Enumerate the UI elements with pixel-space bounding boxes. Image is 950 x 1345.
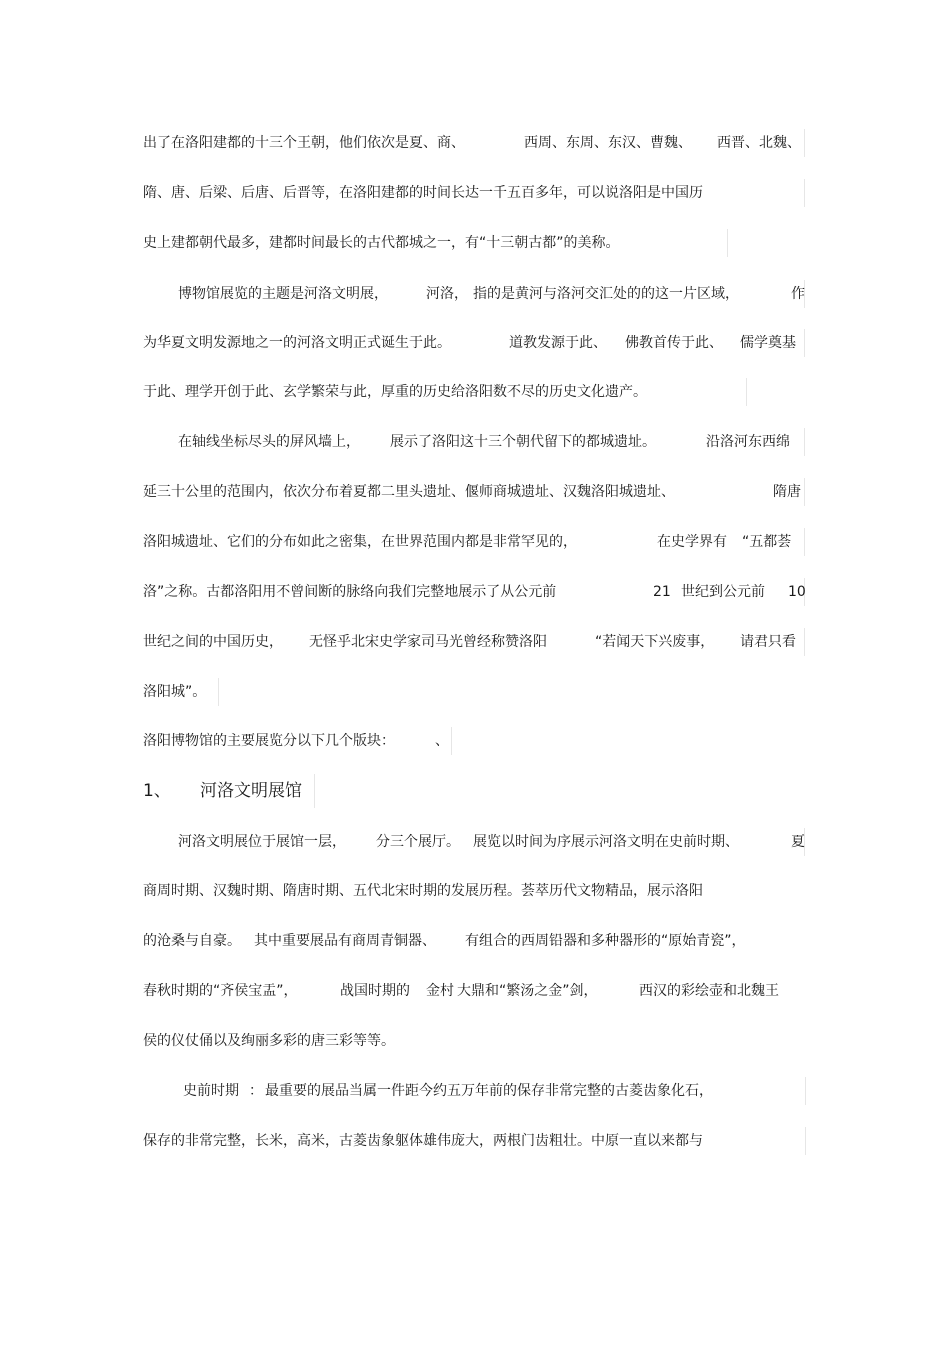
text-line: [143, 179, 805, 207]
text-segment: 指的是黄河与洛河交汇处的的这一片区域，: [473, 286, 739, 302]
text-segment: 展览以时间为序展示河洛文明在史前时期、: [473, 834, 739, 850]
text-segment: 史前时期: [183, 1083, 239, 1099]
text-line: [143, 678, 219, 706]
text-segment: 儒学奠基: [740, 335, 796, 351]
text-line: [143, 528, 805, 556]
text-segment: 世纪到公元前: [681, 584, 765, 600]
text-segment: “五都荟: [742, 534, 792, 550]
text-line: [143, 877, 805, 905]
text-segment: 金村: [426, 983, 454, 999]
text-segment: 的沧桑与自豪。: [143, 933, 241, 949]
text-line: [143, 478, 805, 506]
text-line: [143, 378, 747, 406]
text-line: [178, 828, 805, 856]
text-segment: 河洛，: [426, 286, 468, 302]
text-segment: 洛阳博物馆的主要展览分以下几个版块：: [143, 733, 395, 749]
text-segment: 洛”之称。古都洛阳用不曾间断的脉络向我们完整地展示了从公元前: [143, 584, 557, 600]
text-segment: 沿洛河东西绵: [706, 434, 790, 450]
text-segment: 世纪之间的中国历史，: [143, 634, 283, 650]
text-segment: 西汉的彩绘壶和北魏王: [639, 983, 779, 999]
text-line: [178, 428, 805, 456]
text-segment: 作: [791, 286, 805, 302]
text-segment: 分三个展厅。: [376, 834, 460, 850]
text-segment: 、: [435, 733, 449, 749]
text-segment: 大鼎和“繁汤之金”剑，: [457, 983, 598, 999]
text-segment: 战国时期的: [340, 983, 410, 999]
text-segment: 在史学界有: [657, 534, 727, 550]
text-segment: 道教发源于此、: [509, 335, 607, 351]
heading-number: 1、: [143, 781, 171, 801]
text-segment: 洛阳城”。: [143, 684, 207, 700]
heading-title: 河洛文明展馆: [200, 781, 302, 801]
text-line: [143, 329, 805, 357]
text-segment: 展示了洛阳这十三个朝代留下的都城遗址。: [390, 434, 656, 450]
text-segment: 隋、唐、后梁、后唐、后晋等，在洛阳建都的时间长达一千五百多年，可以说洛阳是中国历: [143, 185, 703, 201]
text-line: [143, 927, 805, 955]
text-line: [143, 628, 805, 656]
text-segment: 隋唐: [773, 484, 801, 500]
text-segment: 河洛文明展位于展馆一层，: [178, 834, 346, 850]
text-segment: 博物馆展览的主题是河洛文明展，: [178, 286, 388, 302]
text-segment: 商周时期、汉魏时期、隋唐时期、五代北宋时期的发展历程。荟萃历代文物精品，展示洛阳: [143, 883, 703, 899]
text-segment: 春秋时期的“齐侯宝盂”，: [143, 983, 298, 999]
text-line: [143, 727, 452, 755]
text-line: [143, 578, 805, 606]
text-segment: 洛阳城遗址、它们的分布如此之密集，在世界范围内都是非常罕见的，: [143, 534, 577, 550]
text-segment: 于此、理学开创于此、玄学繁荣与此，厚重的历史给洛阳数不尽的历史文化遗产。: [143, 384, 647, 400]
text-segment: 佛教首传于此、: [625, 335, 723, 351]
text-line: [178, 280, 805, 308]
text-segment: 史上建都朝代最多，建都时间最长的古代都城之一，有“十三朝古都”的美称。: [143, 235, 620, 251]
text-segment: 无怪乎北宋史学家司马光曾经称赞洛阳: [309, 634, 547, 650]
text-segment: 夏: [791, 834, 805, 850]
text-segment: 延三十公里的范围内，依次分布着夏都二里头遗址、偃师商城遗址、汉魏洛阳城遗址、: [143, 484, 675, 500]
section-heading: [143, 774, 315, 808]
text-segment: 在轴线坐标尽头的屏风墙上，: [178, 434, 360, 450]
text-segment: “若闻天下兴废事，: [595, 634, 715, 650]
text-segment: 侯的仪仗俑以及绚丽多彩的唐三彩等等。: [143, 1033, 395, 1049]
text-line: [143, 1027, 805, 1055]
text-segment: 21: [653, 584, 671, 600]
text-segment: 出了在洛阳建都的十三个王朝，他们依次是夏、商、: [143, 135, 465, 151]
text-line: [183, 1077, 806, 1105]
text-line: [143, 1127, 806, 1155]
text-segment: 西晋、北魏、: [717, 135, 801, 151]
text-segment: 为华夏文明发源地之一的河洛文明正式诞生于此。: [143, 335, 451, 351]
text-line: [143, 229, 728, 257]
text-segment: 保存的非常完整，长米，高米，古菱齿象躯体雄伟庞大，两根门齿粗壮。中原一直以来都与: [143, 1133, 703, 1149]
text-segment: ：: [249, 1083, 263, 1099]
text-segment: 其中重要展品有商周青铜器、: [254, 933, 436, 949]
text-segment: 西周、东周、东汉、曹魏、: [524, 135, 692, 151]
text-line: [143, 977, 805, 1005]
text-segment: 请君只看: [740, 634, 796, 650]
text-segment: 有组合的西周铅器和多种器形的“原始青瓷”，: [465, 933, 746, 949]
text-line: [143, 129, 805, 157]
text-segment: 10: [788, 584, 806, 600]
text-segment: 最重要的展品当属一件距今约五万年前的保存非常完整的古菱齿象化石，: [265, 1083, 713, 1099]
